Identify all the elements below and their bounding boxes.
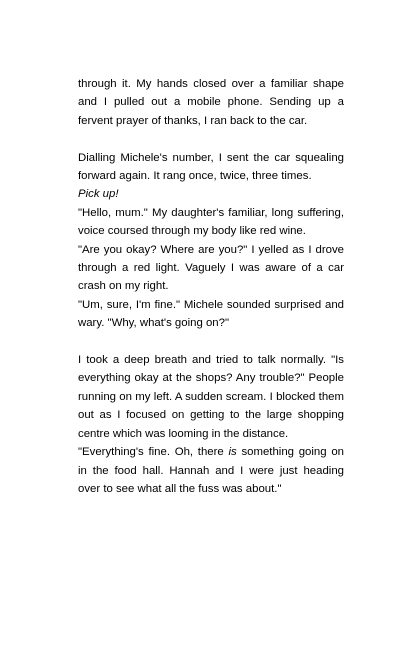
everythings-fine-text-a: "Everything's fine. Oh, there — [78, 446, 229, 459]
paragraph-are-you-okay: "Are you okay? Where are you?" I yelled as I drove through a red light. Vaguely I was aware of a car crash on my right. — [78, 243, 344, 293]
paragraph-gap — [78, 130, 344, 148]
everythings-fine-text-b: something going on in the food hall. Hannah and I were just heading over to see what all the fuss was about." — [78, 446, 344, 495]
paragraph-everythings-fine — [78, 443, 344, 498]
paragraph-phone-found: through it. My hands closed over a familiar shape and I pulled out a mobile phone. Sending up a fervent prayer of thanks, I ran back to the car. — [78, 78, 344, 127]
paragraph-deep-breath: I took a deep breath and tried to talk normally. "Is everything okay at the shops? Any trouble?" People running on my left. A sudden scream. I blocked them out as I focused on getting to the large shopping centre which was looming in the distance. — [78, 354, 344, 440]
dialling-text: Dialling Michele's number, I sent the car squealing forward again. It rang once, twice, three times. — [78, 151, 344, 183]
pick-up-text: Pick up! — [78, 188, 119, 201]
paragraph-hello-mum: "Hello, mum." My daughter's familiar, long suffering, voice coursed through my body like red wine. — [78, 206, 344, 238]
paragraph-im-fine: "Um, sure, I'm fine." Michele sounded surprised and wary. "Why, what's going on?" — [78, 298, 344, 330]
document-page — [78, 75, 344, 498]
paragraph-gap — [78, 333, 344, 351]
paragraph-dialling — [78, 149, 344, 204]
emphasis-is: is — [228, 446, 237, 459]
